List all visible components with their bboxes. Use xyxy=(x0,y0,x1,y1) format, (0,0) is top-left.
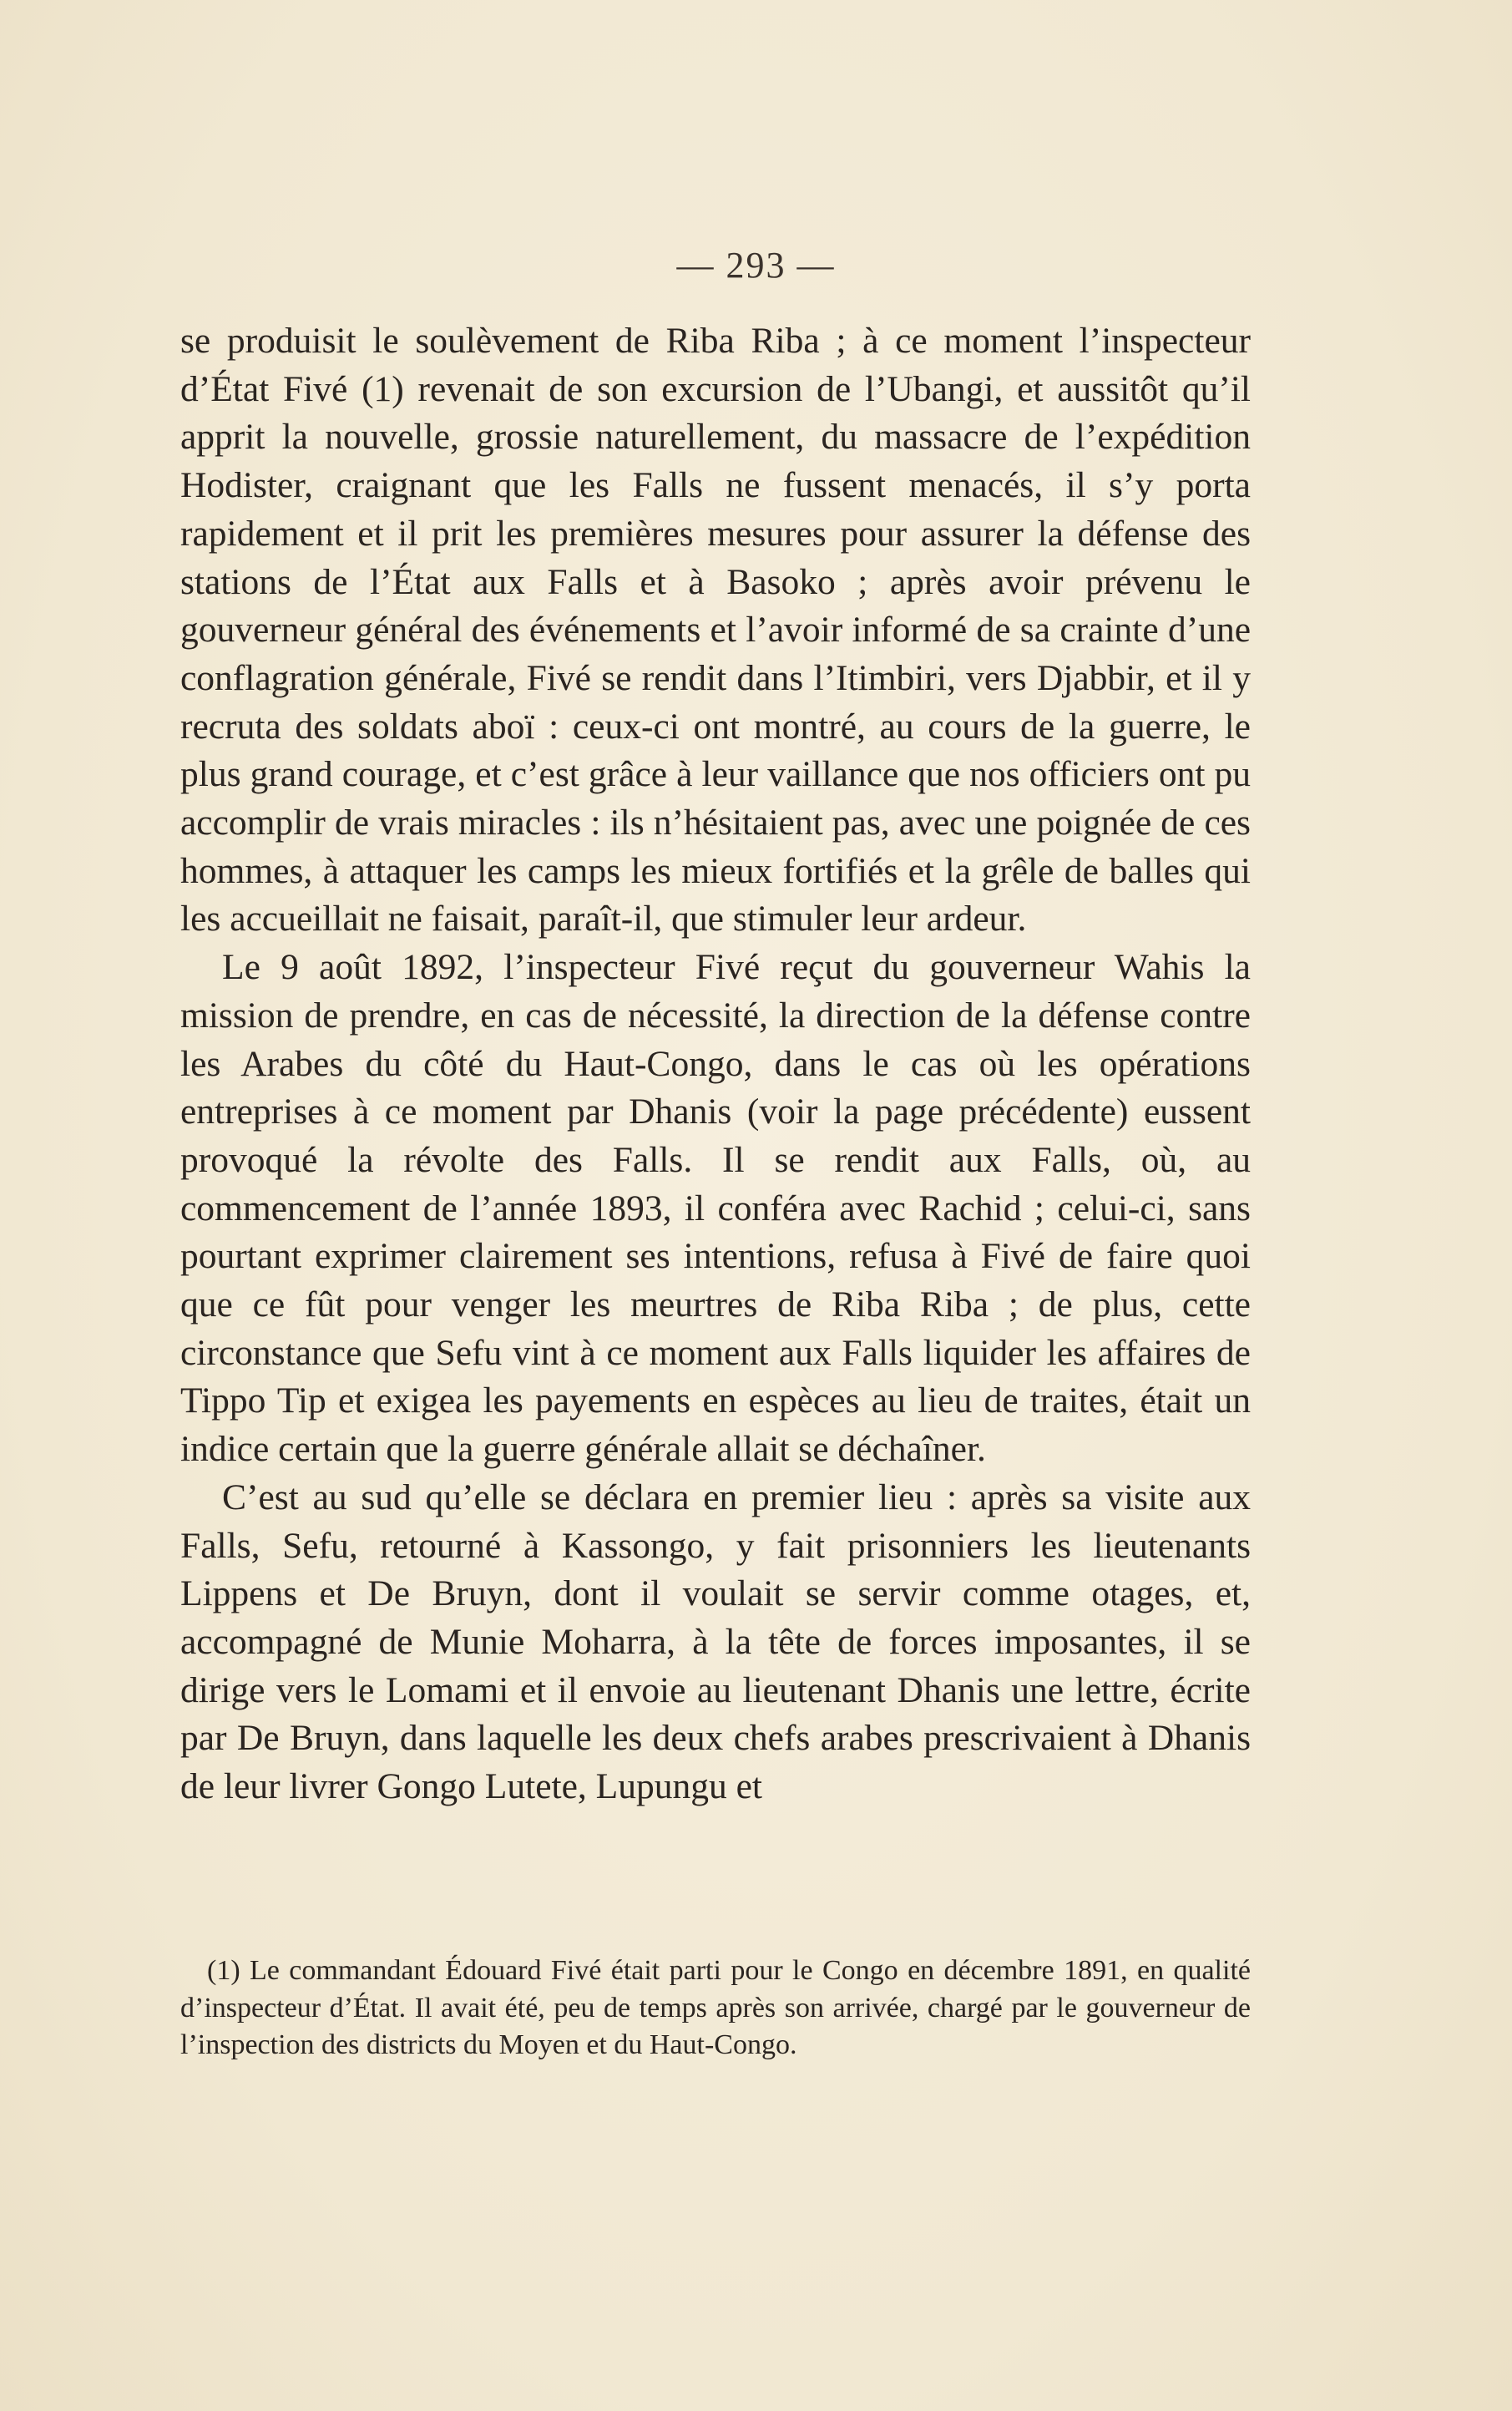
paragraph-1: se produisit le soulèvement de Riba Riba ; à ce moment l’inspecteur d’État Fivé (1) revenait de son excursion de l’Ubangi, et aussitôt qu’il apprit la nouvelle, grossie naturellement, du massacre de l’expédition Hodister, craignant que les Falls ne fussent menacés, il s’y porta rapidement et il prit les premières mesures pour assurer la défense des stations de l’État aux Falls et à Basoko ; après avoir prévenu le gouverneur général des événements et l’avoir informé de sa crainte d’une conflagration générale, Fivé se rendit dans l’Itimbiri, vers Djabbir, et il y recruta des soldats aboï : ceux-ci ont montré, au cours de la guerre, le plus grand courage, et c’est grâce à leur vaillance que nos officiers ont pu accomplir de vrais miracles : ils n’hésitaient pas, avec une poignée de ces hommes, à attaquer les camps les mieux fortifiés et la grêle de balles qui les accueillait ne faisait, paraît-il, que stimuler leur ardeur. xyxy=(180,321,1251,940)
body-text xyxy=(180,317,1251,1811)
footnote: (1) Le commandant Édouard Fivé était parti pour le Congo en décembre 1891, en qualité d’inspecteur d’État. Il avait été, peu de temps après son arrivée, chargé par le gouverneur de l’inspection des districts du Moyen et du Haut-Congo. xyxy=(180,1955,1251,2060)
page-number: — 293 — xyxy=(676,245,836,286)
paragraph-2: Le 9 août 1892, l’inspecteur Fivé reçut du gouverneur Wahis la mission de prendre, en cas de nécessité, la direction de la défense contre les Arabes du côté du Haut-Congo, dans le cas où les opérations entreprises à ce moment par Dhanis (voir la page précédente) eussent provoqué la révolte des Falls. Il se rendit aux Falls, où, au commencement de l’année 1893, il conféra avec Rachid ; celui-ci, sans pourtant exprimer clairement ses intentions, refusa à Fivé de faire quoi que ce fût pour venger les meurtres de Riba Riba ; de plus, cette circonstance que Sefu vint à ce moment aux Falls liquider les affaires de Tippo Tip et exigea les payements en espèces au lieu de traites, était un indice certain que la guerre générale allait se déchaîner. xyxy=(180,947,1251,1470)
paragraph-3: C’est au sud qu’elle se déclara en premier lieu : après sa visite aux Falls, Sefu, retourné à Kassongo, y fait prisonniers les lieutenants Lippens et De Bruyn, dont il voulait se servir comme otages, et, accompagné de Munie Moharra, à la tête de forces imposantes, il se dirige vers le Lomami et il envoie au lieutenant Dhanis une lettre, écrite par De Bruyn, dans laquelle les deux chefs arabes prescrivaient à Dhanis de leur livrer Gongo Lutete, Lupungu et xyxy=(180,1476,1251,1807)
